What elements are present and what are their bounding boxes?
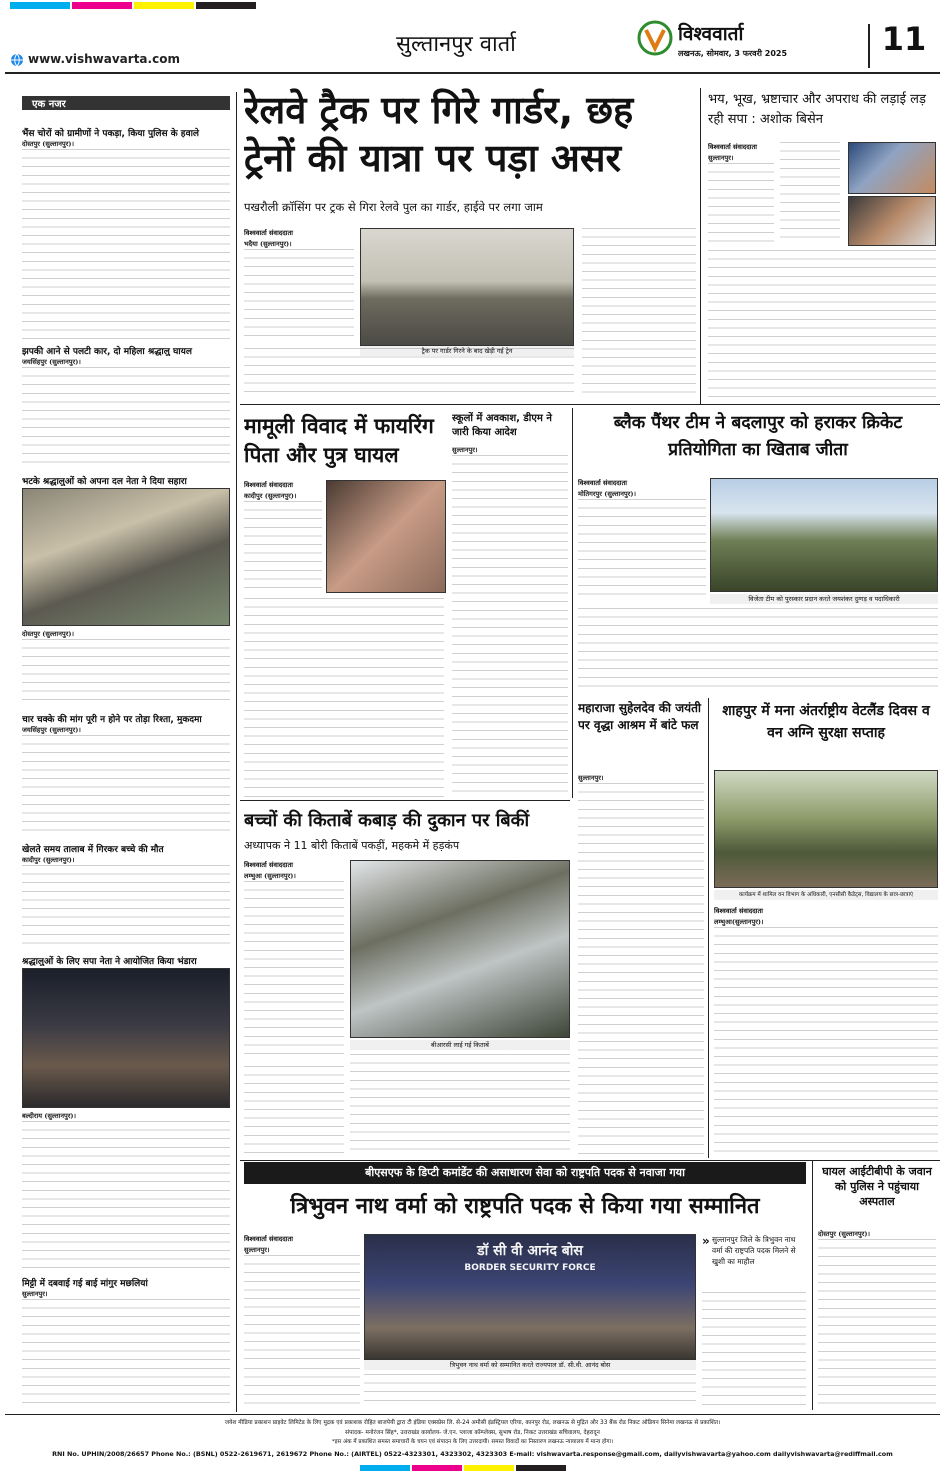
cricket-photo-caption: विजेता टीम को पुरस्कार प्रदान करते जयशंकर दुग्गड़ व पदाधिकारी (710, 594, 938, 604)
brief-lead: सुल्तानपुर। (22, 1290, 48, 1298)
school-dateline: सुल्तानपुर। (452, 446, 478, 454)
award-photo-caption: त्रिभुवन नाथ वर्मा को सम्मानित करते राज्यपाल डॉ. सी.वी. आनंद बोस (364, 1360, 696, 1370)
page-number: 11 (881, 20, 927, 58)
footer-contact: RNI No. UPHIN/2008/26657 Phone No.: (BSNL) 0522-2619671, 2619672 Phone No.: (AIRTEL) 0522-4323301, 4323302, 4323303 E-mail: vishwavarta.response@gmail.com, dailyvishwavarta@yahoo.com dailyvishwavarta@rediffmail.com (52, 1450, 893, 1458)
brief-body (22, 1299, 230, 1404)
footer-note: *इस अंक में प्रकाशित समस्त समाचारों के चयन एवं संपादन के लिए उत्तरदायी। समस्त विवादों का निस्तारण लखनऊ न्यायालय में मान्य होगा। (331, 1439, 614, 1445)
masthead (0, 0, 945, 78)
brief-headline: खेलते समय तालाब में गिरकर बच्चे की मौत (22, 845, 164, 854)
lead-body-col1 (244, 249, 354, 339)
books-headline: बच्चों की किताबें कबाड़ की दुकान पर बिकीं (244, 810, 530, 831)
brief-lead: दोस्तपुर (सुल्तानपुर)। (22, 140, 74, 148)
right-top-byline: विश्ववार्ता संवाददाता (708, 143, 757, 151)
award-pullquote: सुल्तानपुर जिले के त्रिभुवन नाथ वर्मा की राष्ट्रपति पदक मिलने से खुशी का माहौल (712, 1235, 796, 1266)
lead-body-col2 (244, 348, 574, 396)
firing-dateline: कादीपुर (सुल्तानपुर)। (244, 492, 297, 500)
left-column (22, 96, 230, 1408)
firing-headline: मामूली विवाद में फायरिंग पिता और पुत्र घायल (244, 414, 434, 467)
wetland-body (714, 927, 938, 1156)
books-photo (350, 860, 570, 1038)
brief-body (22, 735, 230, 835)
firing-byline: विश्ववार्ता संवाददाता (244, 481, 293, 489)
footer-editor: संपादक- मनोरंजन सिंह*, उत्तराखंड कार्यालय- जे.एन. प्लाजा कॉम्प्लेक्स, सुभाष रोड, निकट उत्तराखंड सचिवालय, देहरादून (345, 1430, 600, 1436)
globe-icon (10, 52, 24, 66)
footer-imprint: जयेश मीडिया प्रकाशन प्राइवेट लिमिटेड के लिए मुद्रक एवं प्रकाशक रोहित बाजपेयी द्वारा टी इंडिया एक्सप्रेस लि. से-24 अमौसी इंडस्ट्रियल एरिया, कानपुर रोड, लखनऊ से मुद्रित और 33 बैंक रोड निकट ओडियन सिनेमा लखनऊ से प्रकाशित। (224, 1420, 721, 1426)
railway-photo (360, 228, 574, 346)
books-photo-caption: बीआरसी लाई गई किताबें (350, 1040, 570, 1050)
dateline: लखनऊ, सोमवार, 3 फरवरी 2025 (678, 49, 788, 58)
books-body-b (350, 1054, 570, 1156)
brief-lead: बल्दीराय (सुल्तानपुर)। (22, 1112, 77, 1120)
cricket-byline: विश्ववार्ता संवाददाता (578, 479, 627, 487)
award-byline: विश्ववार्ता संवाददाता (244, 1235, 293, 1243)
wetland-photo-caption: कार्यक्रम में शामिल वन विभाग के अधिकारी, एनसीसी कैडेट्स, विद्यालय के छात्र-छात्राएं (714, 890, 938, 900)
brief-body (22, 1121, 230, 1271)
books-dateline: लम्भुआ (सुल्तानपुर)। (244, 872, 296, 880)
brief-lead: कादीपुर (सुल्तानपुर)। (22, 856, 75, 864)
suheldev-body (578, 783, 704, 1156)
brief-headline: झपकी आने से पलटी कार, दो महिला श्रद्धालु घायल (22, 347, 192, 356)
stage-banner-subtitle: BORDER SECURITY FORCE (464, 1263, 596, 1273)
right-top-body-b (780, 142, 840, 242)
books-byline: विश्ववार्ता संवाददाता (244, 861, 293, 869)
brief-body (22, 865, 230, 947)
award-body-b (364, 1374, 696, 1408)
cricket-dateline: मोतिगरपुर (सुल्तानपुर)। (578, 490, 636, 498)
registration-marks (0, 0, 945, 12)
railway-photo-caption: ट्रैक पर गार्डर गिरने के बाद खेड़ी गई ट्रेन (360, 346, 574, 356)
brief-headline: भटके श्रद्धालुओं को अपना दल नेता ने दिया सहारा (22, 477, 187, 486)
cricket-body-a (578, 499, 706, 595)
award-ceremony-photo (364, 1234, 696, 1360)
right-top-body-c (708, 250, 936, 398)
lead-byline: विश्ववार्ता संवाददाता (244, 229, 293, 237)
injured-body (818, 1239, 936, 1408)
brief-headline: मिट्टी में दबवाई गई बाई मांगुर मछलियां (22, 1279, 148, 1288)
wetland-photo (714, 770, 938, 888)
wetland-byline: विश्ववार्ता संवाददाता (714, 907, 763, 915)
award-body-d (702, 1292, 806, 1408)
section-title: सुल्तानपुर वार्ता (396, 32, 516, 57)
pullquote-icon: » (702, 1234, 710, 1244)
injured-victim-photo (326, 480, 446, 593)
suheldev-dateline: सुल्तानपुर। (578, 774, 604, 782)
suheldev-headline: महाराजा सुहेलदेव की जयंती पर वृद्धा आश्रम में बांटे फल (578, 701, 702, 732)
lead-body-col3 (582, 228, 696, 396)
award-body-c (244, 1368, 360, 1408)
brief-body (22, 149, 230, 339)
school-headline: स्कूलों में अवकाश, डीएम ने जारी किया आदेश (452, 413, 552, 438)
sp-leaders-photo (848, 196, 936, 246)
right-top-dateline: सुल्तानपुर। (708, 154, 734, 162)
cricket-body-b (578, 608, 938, 694)
award-body-a (244, 1255, 360, 1363)
ek-nazar-header: एक नजर (22, 96, 230, 110)
bhandara-photo (22, 968, 230, 1108)
right-top-headline: भय, भूख, भ्रष्टाचार और अपराध की लड़ाई लड़ रही सपा : अशोक बिसेन (708, 92, 926, 127)
lead-subhead: पखरौली क्रॉसिंग पर ट्रक से गिरा रेलवे पुल का गार्डर, हाईवे पर लगा जाम (244, 200, 543, 214)
sp-meeting-photo (848, 142, 936, 194)
award-headline: त्रिभुवन नाथ वर्मा को राष्ट्रपति पदक से किया गया सम्मानित (290, 1194, 760, 1219)
brief-body (22, 367, 230, 467)
brief-headline: श्रद्धालुओं के लिए सपा नेता ने आयोजित किया भंडारा (22, 957, 197, 966)
cricket-team-photo (710, 478, 938, 592)
vishwavarta-logo (637, 20, 673, 56)
brief-lead: दोस्तपुर (सुल्तानपुर)। (22, 630, 74, 638)
brief-lead: जयसिंहपुर (सुल्तानपुर)। (22, 726, 81, 734)
injured-dateline: दोस्तपुर (सुल्तानपुर)। (818, 1230, 870, 1238)
school-body (452, 455, 568, 795)
stage-banner (405, 1241, 655, 1281)
brief-headline: भैंस चोरों को ग्रामीणों ने पकड़ा, किया पुलिस के हवाले (22, 129, 200, 138)
lead-headline: रेलवे ट्रैक पर गिरे गार्डर, छह ट्रेनों की यात्रा पर पड़ा असर (244, 88, 634, 180)
wetland-headline: शाहपुर में मना अंतर्राष्ट्रीय वेटलैंड दिवस व वन अग्नि सुरक्षा सप्ताह (722, 703, 930, 741)
brief-body (22, 639, 230, 707)
brand-name: विश्ववार्ता (678, 23, 744, 45)
injured-headline: घायल आईटीबीपी के जवान को पुलिस ने पहुंचाया अस्पताल (822, 1165, 932, 1208)
award-dateline: सुल्तानपुर। (244, 1246, 270, 1254)
books-body-c (244, 1066, 344, 1156)
pilgrims-photo (22, 488, 230, 626)
firing-body-a (244, 501, 322, 593)
wetland-dateline: लम्भुआ(सुल्तानपुर)। (714, 918, 764, 926)
firing-body-b (244, 598, 444, 798)
lead-dateline: भदैया (सुल्तानपुर)। (244, 240, 292, 248)
stage-banner-title: डॉ सी वी आनंद बोस (477, 1243, 583, 1259)
award-kicker: बीएसएफ के डिप्टी कमांडेंट की असाधारण सेवा को राष्ट्रपति पदक से नवाजा गया (244, 1162, 806, 1184)
right-top-body-a (708, 163, 774, 243)
brief-lead: जयसिंहपुर (सुल्तानपुर)। (22, 358, 81, 366)
books-subhead: अध्यापक ने 11 बोरी किताबें पकड़ीं, महकमे में हड़कंप (244, 839, 460, 852)
website-url[interactable]: www.vishwavarta.com (28, 52, 180, 66)
cricket-headline: ब्लैक पैंथर टीम ने बदलापुर को हराकर क्रिकेट प्रतियोगिता का खिताब जीता (613, 413, 903, 460)
brief-headline: चार चक्के की मांग पूरी न होने पर तोड़ा रिश्ता, मुकदमा (22, 715, 202, 724)
bottom-registration-marks (0, 1464, 945, 1472)
books-body-a (244, 881, 344, 1061)
